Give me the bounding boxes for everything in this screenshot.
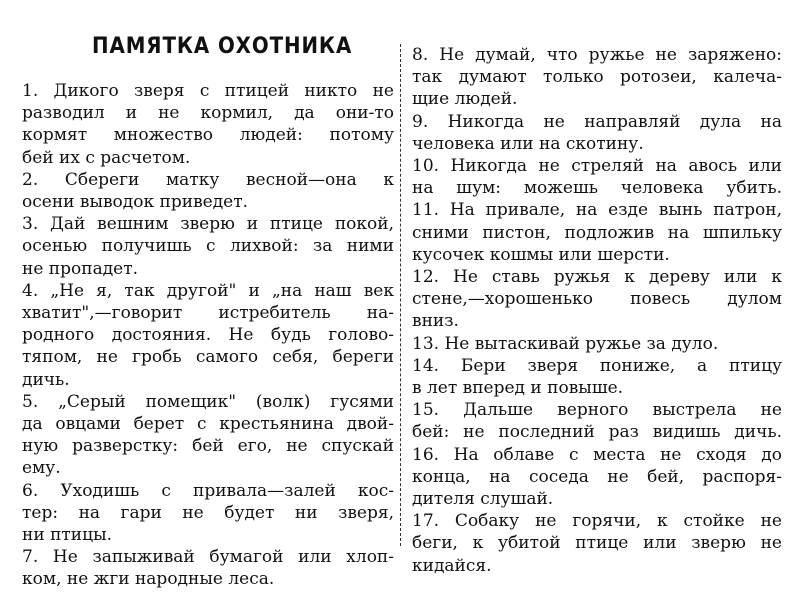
text-line: ную разверстку: бей его, не спускай bbox=[22, 436, 394, 457]
text-line: ему. bbox=[22, 458, 61, 479]
document-title: ПАМЯТКА ОХОТНИКА bbox=[92, 34, 353, 59]
text-line: хватит",—говорит истребитель на- bbox=[22, 303, 394, 324]
text-line: бей: не последний раз видишь дичь. bbox=[412, 422, 782, 443]
text-line: человека или на скотину. bbox=[412, 133, 644, 154]
text-line: 5. „Серый помещик" (волк) гусями bbox=[22, 391, 394, 412]
text-line: осенью получишь с лихвой: за ними bbox=[22, 236, 394, 257]
text-line: щие людей. bbox=[412, 89, 518, 110]
text-line: кормят множество людей: потому bbox=[22, 125, 394, 146]
text-line: ни птицы. bbox=[22, 525, 112, 546]
text-line: 14. Бери зверя пониже, а птицу bbox=[412, 355, 782, 376]
text-line: 6. Уходишь с привала—залей кос- bbox=[22, 480, 394, 501]
text-line: 8. Не думай, что ружье не заряжено: bbox=[412, 45, 782, 65]
text-line: вниз. bbox=[412, 311, 459, 332]
text-line: 13. Не вытаскивай ружье за дуло. bbox=[412, 333, 719, 354]
text-line: родного достояния. Не будь голово- bbox=[22, 325, 394, 346]
text-line: кидайся. bbox=[412, 555, 492, 576]
text-line: кусочек кошмы или шерсти. bbox=[412, 244, 670, 265]
text-line: бей их с расчетом. bbox=[22, 147, 191, 168]
text-line: 3. Дай вешним зверю и птице покой, bbox=[22, 214, 394, 235]
text-line: да овцами берет с крестьянина двой- bbox=[22, 414, 394, 435]
text-line: не пропадет. bbox=[22, 258, 139, 279]
right-column bbox=[412, 44, 782, 577]
text-line: дичь. bbox=[22, 369, 70, 390]
text-line: тяпом, не гробь самого себя, береги bbox=[22, 347, 394, 368]
text-line: на шум: можешь человека убить. bbox=[412, 178, 782, 199]
text-line: 2. Сбереги матку весной—она к bbox=[22, 169, 394, 190]
text-line: ком, не жги народные леса. bbox=[22, 569, 275, 590]
text-line: в лет вперед и повыше. bbox=[412, 378, 624, 399]
text-line: дителя слушай. bbox=[412, 489, 554, 510]
text-line: осени выводок приведет. bbox=[22, 192, 249, 213]
text-line: разводил и не кормил, да они-то bbox=[22, 103, 394, 124]
column-divider bbox=[400, 44, 401, 546]
text-line: 16. На облаве с места не сходя до bbox=[412, 444, 782, 465]
text-line: 12. Не ставь ружья к дереву или к bbox=[412, 267, 782, 288]
text-line: так думают только ротозеи, калеча- bbox=[412, 67, 782, 88]
text-line: 4. „Не я, так другой" и „на наш век bbox=[22, 280, 394, 301]
text-line: 17. Собаку не горячи, к стойке не bbox=[412, 511, 782, 532]
text-line: сними пистон, подложив на шпильку bbox=[412, 222, 782, 243]
text-line: тер: на гари не будет ни зверя, bbox=[22, 502, 394, 523]
text-line: 7. Не запыживай бумагой или хлоп- bbox=[22, 547, 394, 568]
text-line: конца, на соседа не бей, распоря- bbox=[412, 466, 782, 487]
text-line: беги, к убитой птице или зверю не bbox=[412, 533, 782, 554]
text-line: 9. Никогда не направляй дула на bbox=[412, 111, 782, 132]
text-line: стене,—хорошенько повесь дулом bbox=[412, 289, 782, 310]
text-line: 11. На привале, на езде вынь патрон, bbox=[412, 200, 782, 221]
left-column bbox=[22, 80, 394, 591]
text-line: 1. Дикого зверя с птицей никто не bbox=[22, 81, 394, 101]
text-line: 10. Никогда не стреляй на авось или bbox=[412, 156, 782, 177]
text-line: 15. Дальше верного выстрела не bbox=[412, 400, 782, 421]
